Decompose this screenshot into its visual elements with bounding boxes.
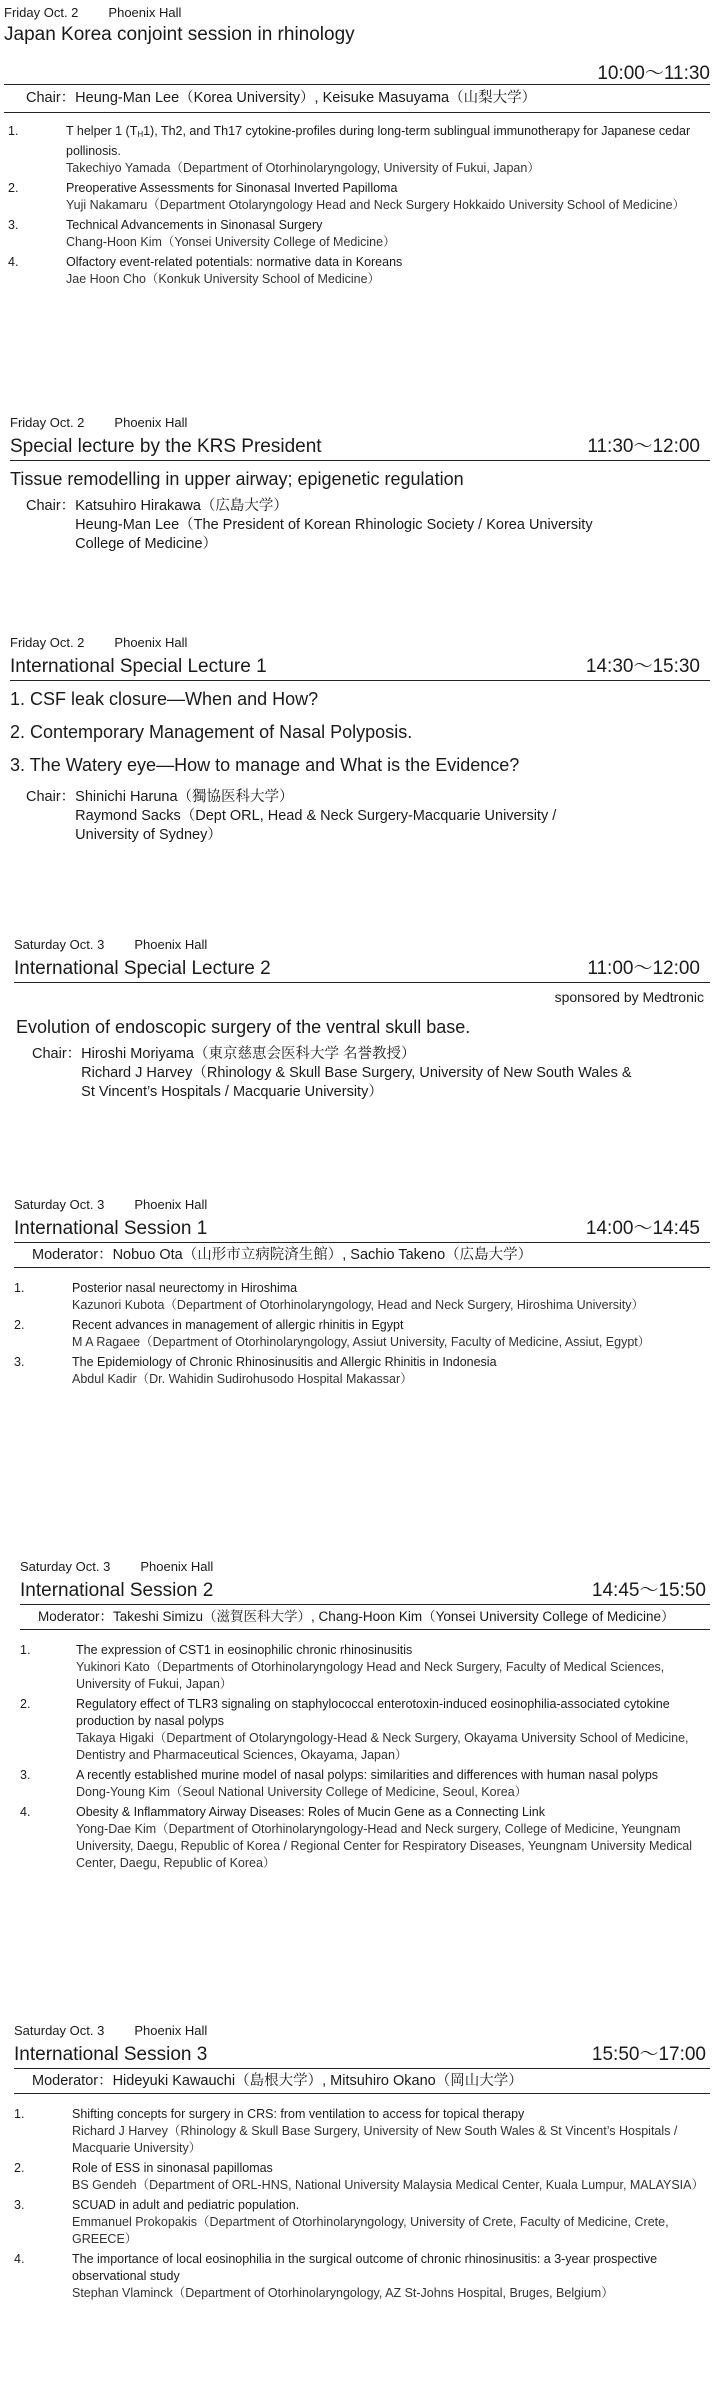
- session-time: 10:00～11:30: [597, 63, 710, 84]
- session-chair: [0, 85, 714, 108]
- item-number: 2.: [14, 2161, 25, 2175]
- session-international-2: [0, 1558, 714, 1875]
- session-venue: Phoenix Hall: [134, 1197, 208, 1212]
- session-title: International Session 3: [14, 2044, 208, 2065]
- session-meta: [0, 936, 714, 954]
- item-number: 2.: [8, 181, 19, 195]
- session-day: Saturday Oct. 3: [14, 2023, 105, 2038]
- item-title: Regulatory effect of TLR3 signaling on staphylococcal enterotoxin-induced eosinophilia-associated cytokine production by nasal polyps: [76, 1697, 670, 1728]
- chair-names: Heung-Man Lee（Korea University）, Keisuke Masuyama（山梨大学）: [75, 90, 537, 106]
- presentation-item: [8, 217, 704, 251]
- chair-name: Raymond Sacks（Dept ORL, Head & Neck Surgery-Macquarie University /: [75, 808, 557, 824]
- session-meta: [0, 1196, 714, 1214]
- lecture-topic: Evolution of endoscopic surgery of the ventral skull base.: [16, 1017, 471, 1037]
- session-day: Friday Oct. 2: [10, 415, 85, 430]
- session-day: Saturday Oct. 3: [14, 1197, 105, 1212]
- item-speaker: Dong-Young Kim（Seoul National University College of Medicine, Seoul, Korea）: [76, 1785, 528, 1799]
- item-number: 3.: [14, 2198, 25, 2212]
- session-day: Saturday Oct. 3: [20, 1559, 111, 1574]
- item-speaker: Emmanuel Prokopakis（Department of Otorhinolaryngology, University of Crete, Faculty of Medicine, Crete, GREECE）: [72, 2215, 669, 2246]
- session-time: 14:30～15:30: [585, 656, 700, 677]
- item-speaker: Yuji Nakamaru（Department Otolaryngology Head and Neck Surgery Hokkaido University School of Medicine）: [66, 198, 686, 212]
- item-number: 1.: [20, 1643, 31, 1657]
- presentation-item: [14, 2197, 708, 2248]
- divider: [4, 112, 710, 113]
- presentation-item: [8, 254, 704, 288]
- chair-name: St Vincent’s Hospitals / Macquarie University）: [81, 1084, 383, 1100]
- session-time: 15:50～17:00: [591, 2044, 706, 2065]
- lecture-topic: 1. CSF leak closure—When and How?: [10, 689, 319, 709]
- session-international-3: [0, 2022, 714, 2305]
- item-title: Olfactory event-related potentials: normative data in Koreans: [66, 255, 403, 269]
- chair-name: Heung-Man Lee（The President of Korean Rhinologic Society / Korea University: [75, 517, 593, 533]
- session-day: Saturday Oct. 3: [14, 937, 105, 952]
- chair-name: Hiroshi Moriyama（東京慈恵会医科大学 名誉教授）: [81, 1046, 416, 1062]
- chair-label: Chair：: [32, 1046, 82, 1062]
- item-speaker: Chang-Hoon Kim（Yonsei University College of Medicine）: [66, 235, 396, 249]
- session-venue: Phoenix Hall: [108, 5, 182, 20]
- lecture-topic: 3. The Watery eye—How to manage and What is the Evidence?: [10, 755, 520, 775]
- session-title-row: [10, 652, 710, 681]
- presentation-item: [8, 180, 704, 214]
- session-chair: [0, 782, 714, 845]
- lecture-topics: [0, 681, 714, 782]
- item-speaker: Jae Hoon Cho（Konkuk University School of Medicine）: [66, 272, 381, 286]
- presentation-item: [20, 1767, 708, 1801]
- session-moderator: Moderator：Hideyuki Kawauchi（島根大学）, Mitsuhiro Okano（岡山大学）: [14, 2071, 710, 2094]
- item-number: 3.: [8, 218, 19, 232]
- session-time: 14:45～15:50: [591, 1580, 706, 1601]
- presentation-item: [20, 1642, 708, 1693]
- item-title: Obesity & Inflammatory Airway Diseases: Roles of Mucin Gene as a Connecting Link: [76, 1805, 545, 1819]
- item-title: Shifting concepts for surgery in CRS: from ventilation to access for topical therapy: [72, 2107, 525, 2121]
- chair-name: Richard J Harvey（Rhinology & Skull Base Surgery, University of New South Wales &: [81, 1065, 632, 1081]
- session-time: 11:00～12:00: [587, 958, 700, 979]
- presentation-item: [14, 1354, 704, 1388]
- presentation-item: [14, 2251, 708, 2302]
- item-number: 3.: [20, 1768, 31, 1782]
- item-number: 2.: [20, 1697, 31, 1711]
- session-title: International Special Lecture 2: [14, 958, 271, 979]
- item-speaker: M A Ragaee（Department of Otorhinolaryngology, Assiut University, Faculty of Medicine, Assiut, Egypt）: [72, 1335, 651, 1349]
- item-speaker: Yukinori Kato（Departments of Otorhinolaryngology Head and Neck Surgery, Faculty of Medical Sciences, University of Fukui, Japan）: [76, 1660, 665, 1691]
- item-speaker: Kazunori Kubota（Department of Otorhinolaryngology, Head and Neck Surgery, Hiroshima University）: [72, 1298, 645, 1312]
- item-title: Role of ESS in sinonasal papillomas: [72, 2161, 273, 2175]
- item-number: 4.: [20, 1805, 31, 1819]
- presentation-item: [20, 1804, 708, 1872]
- item-title: A recently established murine model of nasal polyps: similarities and differences with human nasal polyps: [76, 1768, 659, 1782]
- item-title: The expression of CST1 in eosinophilic chronic rhinosinusitis: [76, 1643, 413, 1657]
- session-time: 11:30～12:00: [587, 436, 700, 457]
- item-speaker: Richard J Harvey（Rhinology & Skull Base Surgery, University of New South Wales & St Vincent’s Hospitals / Macquarie University）: [72, 2124, 678, 2155]
- session-chair: [0, 1039, 714, 1102]
- lecture-topic: 2. Contemporary Management of Nasal Polyposis.: [10, 722, 413, 742]
- item-title: SCUAD in adult and pediatric population.: [72, 2198, 300, 2212]
- presentation-item: [20, 1696, 708, 1764]
- chair-name: Shinichi Haruna（獨協医科大学）: [75, 789, 294, 805]
- item-title: Technical Advancements in Sinonasal Surgery: [66, 218, 323, 232]
- session-venue: Phoenix Hall: [140, 1559, 214, 1574]
- item-title-subscript: H: [137, 130, 144, 139]
- item-title: Recent advances in management of allergic rhinitis in Egypt: [72, 1318, 404, 1332]
- session-venue: Phoenix Hall: [134, 937, 208, 952]
- session-title-row: [10, 432, 710, 461]
- session-title: International Special Lecture 1: [10, 656, 267, 677]
- presentation-item: [8, 123, 704, 177]
- session-moderator: Moderator：Nobuo Ota（山形市立病院済生館）, Sachio Takeno（広島大学）: [14, 1245, 710, 1268]
- session-chair: [0, 491, 714, 554]
- chair-name: College of Medicine）: [75, 536, 218, 552]
- session-title-row: [4, 22, 710, 52]
- session-title: Special lecture by the KRS President: [10, 436, 322, 457]
- chair-name: Katsuhiro Hirakawa（広島大学）: [75, 498, 288, 514]
- session-international-1: [0, 1196, 714, 1391]
- session-meta: [0, 634, 714, 652]
- item-speaker: Takaya Higaki（Department of Otolaryngology-Head & Neck Surgery, Okayama University School of Medicine, Dentistry and Pharmaceutical Sciences, Okayama, Japan）: [76, 1731, 689, 1762]
- item-speaker: Takechiyo Yamada（Department of Otorhinolaryngology, University of Fukui, Japan）: [66, 161, 540, 175]
- item-speaker: BS Gendeh（Department of ORL-HNS, National University Malaysia Medical Center, Kuala Lumpur, MALAYSIA）: [72, 2178, 704, 2192]
- presentation-item: [14, 1317, 704, 1351]
- session-title-row: [14, 2040, 710, 2069]
- presentation-list: [0, 1280, 714, 1388]
- chair-label: Chair：: [26, 789, 76, 805]
- presentation-list: [0, 2106, 714, 2302]
- item-speaker: Abdul Kadir（Dr. Wahidin Sudirohusodo Hospital Makassar）: [72, 1372, 413, 1386]
- chair-name: University of Sydney）: [75, 827, 222, 843]
- item-number: 3.: [14, 1355, 25, 1369]
- item-number: 2.: [14, 1318, 25, 1332]
- session-title-row: [20, 1576, 710, 1605]
- session-moderator: Moderator：Takeshi Simizu（滋賀医科大学）, Chang-Hoon Kim（Yonsei University College of Medicine）: [20, 1607, 710, 1630]
- session-meta: [0, 4, 714, 22]
- session-title: Japan Korea conjoint session in rhinology: [4, 24, 355, 45]
- presentation-list: [0, 1642, 714, 1872]
- session-special-lecture-2: [0, 936, 714, 1102]
- item-number: 4.: [8, 255, 19, 269]
- item-number: 1.: [14, 1281, 25, 1295]
- session-venue: Phoenix Hall: [134, 2023, 208, 2038]
- session-venue: Phoenix Hall: [114, 415, 188, 430]
- item-speaker: Stephan Vlaminck（Department of Otorhinolaryngology, AZ St-Johns Hospital, Bruges, Belgium）: [72, 2286, 614, 2300]
- session-meta: [0, 2022, 714, 2040]
- session-krs-president: [0, 414, 714, 554]
- item-number: 4.: [14, 2252, 25, 2266]
- item-title-part: T helper 1 (T: [66, 124, 138, 138]
- item-number: 1.: [14, 2107, 25, 2121]
- chair-label: Chair：: [26, 498, 76, 514]
- item-speaker: Yong-Dae Kim（Department of Otorhinolaryngology-Head and Neck surgery, College of Medicine, Yeungnam University, Daegu, Republic of Korea / Regional Center for Respiratory Diseases, Yeungnam University Medical Center, Daegu, Republic of Korea）: [76, 1822, 693, 1870]
- item-title: The importance of local eosinophilia in the surgical outcome of chronic rhinosinusitis: a 3-year prospective observational study: [72, 2252, 658, 2283]
- session-day: Friday Oct. 2: [10, 635, 85, 650]
- session-title-row: [14, 1214, 710, 1243]
- presentation-item: [14, 2106, 708, 2157]
- lecture-topic: Tissue remodelling in upper airway; epigenetic regulation: [10, 469, 464, 489]
- session-meta: [0, 1558, 714, 1576]
- session-title-row: [14, 954, 710, 983]
- sponsor-note: sponsored by Medtronic: [554, 989, 704, 1005]
- chair-label: Chair：: [26, 90, 76, 106]
- item-title-part: 1), Th2, and Th17 cytokine-profiles during long-term sublingual immunotherapy for Japanese cedar pollinosis.: [66, 124, 691, 158]
- item-number: 1.: [8, 124, 19, 138]
- item-title: [66, 123, 704, 160]
- item-title: Posterior nasal neurectomy in Hiroshima: [72, 1281, 298, 1295]
- session-title: International Session 2: [20, 1580, 214, 1601]
- session-time: 14:00～14:45: [585, 1218, 700, 1239]
- session-japan-korea: [0, 4, 714, 291]
- presentation-list: [0, 123, 714, 288]
- presentation-item: [14, 2160, 708, 2194]
- session-special-lecture-1: [0, 634, 714, 845]
- presentation-item: [14, 1280, 704, 1314]
- session-meta: [0, 414, 714, 432]
- item-title: Preoperative Assessments for Sinonasal Inverted Papilloma: [66, 181, 398, 195]
- item-title: The Epidemiology of Chronic Rhinosinusitis and Allergic Rhinitis in Indonesia: [72, 1355, 497, 1369]
- session-venue: Phoenix Hall: [114, 635, 188, 650]
- session-day: Friday Oct. 2: [4, 5, 79, 20]
- session-title: International Session 1: [14, 1218, 208, 1239]
